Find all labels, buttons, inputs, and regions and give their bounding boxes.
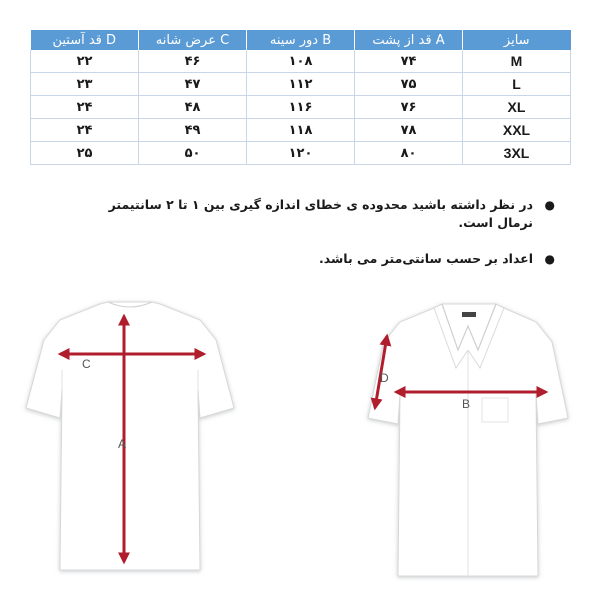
cell-sleeve-length: ۲۵	[31, 142, 139, 165]
table-row	[31, 50, 571, 73]
cell-sleeve-length: ۲۳	[31, 73, 139, 96]
cell-chest: ۱۰۸	[247, 50, 355, 73]
brand-tag-icon	[462, 312, 476, 317]
cell-size: XXL	[463, 119, 571, 142]
bullet-icon: ●	[544, 198, 555, 212]
shirt-back-diagram	[20, 290, 240, 580]
cell-back-length: ۷۴	[355, 50, 463, 73]
cell-sleeve-length: ۲۲	[31, 50, 139, 73]
cell-size: XL	[463, 96, 571, 119]
table-header-row	[31, 30, 571, 50]
header-size: سایز	[463, 30, 571, 50]
cell-shoulder-width: ۴۸	[139, 96, 247, 119]
note-item	[75, 250, 555, 268]
label-b: B	[462, 397, 471, 411]
measurement-notes	[75, 196, 555, 286]
label-c: C	[82, 357, 91, 371]
table-row	[31, 142, 571, 165]
header-shoulder-width: عرض شانه C	[139, 30, 247, 50]
cell-chest: ۱۲۰	[247, 142, 355, 165]
cell-size: M	[463, 50, 571, 73]
note-text: اعداد بر حسب سانتی‌متر می باشد.	[318, 251, 533, 266]
header-back-length: قد از پشت A	[355, 30, 463, 50]
note-text: در نظر داشته باشید محدوده ی خطای اندازه گیری بین ۱ تا ۲ سانتیمتر نرمال است.	[108, 197, 533, 230]
cell-size: 3XL	[463, 142, 571, 165]
note-item	[75, 196, 555, 232]
label-d: D	[380, 371, 389, 385]
label-a: A	[118, 437, 127, 451]
table-row	[31, 96, 571, 119]
cell-sleeve-length: ۲۴	[31, 96, 139, 119]
cell-chest: ۱۱۲	[247, 73, 355, 96]
cell-back-length: ۸۰	[355, 142, 463, 165]
cell-back-length: ۷۵	[355, 73, 463, 96]
cell-back-length: ۷۸	[355, 119, 463, 142]
shirt-front-diagram	[358, 290, 578, 580]
header-chest: دور سینه B	[247, 30, 355, 50]
shirt-front-illustration	[358, 290, 578, 580]
cell-shoulder-width: ۴۷	[139, 73, 247, 96]
cell-size: L	[463, 73, 571, 96]
cell-chest: ۱۱۸	[247, 119, 355, 142]
size-chart-table	[30, 30, 571, 165]
cell-shoulder-width: ۴۹	[139, 119, 247, 142]
shirt-back-illustration	[20, 290, 240, 580]
cell-sleeve-length: ۲۴	[31, 119, 139, 142]
table-row	[31, 73, 571, 96]
table-row	[31, 119, 571, 142]
header-sleeve-length: قد آستین D	[31, 30, 139, 50]
cell-back-length: ۷۶	[355, 96, 463, 119]
cell-shoulder-width: ۴۶	[139, 50, 247, 73]
cell-shoulder-width: ۵۰	[139, 142, 247, 165]
bullet-icon: ●	[544, 252, 555, 266]
cell-chest: ۱۱۶	[247, 96, 355, 119]
